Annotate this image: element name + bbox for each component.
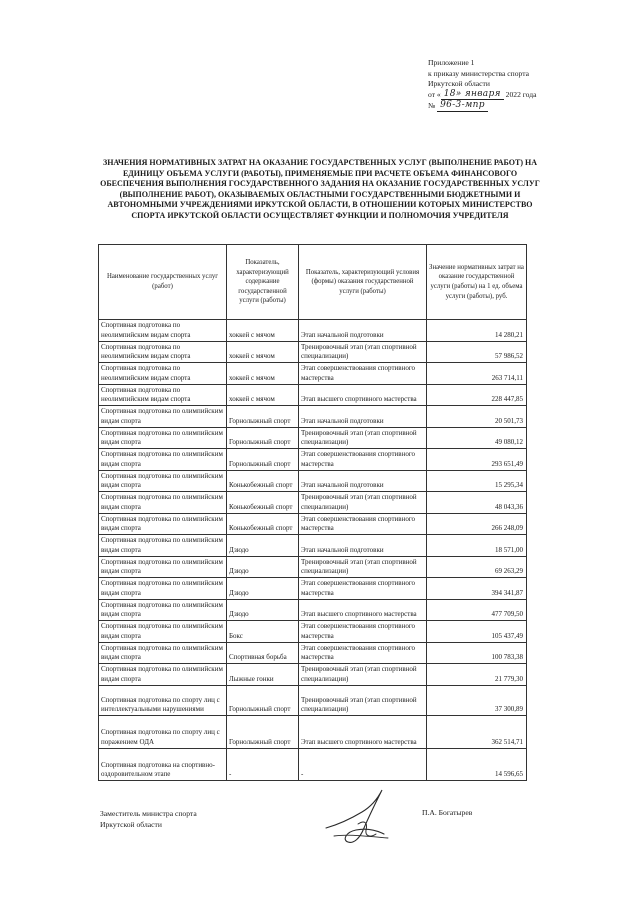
header-condition: Показатель, характеризующий условия (формы) оказания государственной услуги (работы): [299, 245, 427, 320]
cell-service: Спортивная подготовка по олимпийским видам спорта: [99, 513, 227, 535]
cell-content: Горнолыжный спорт: [227, 449, 299, 471]
cell-condition: Этап начальной подготовки: [299, 470, 427, 492]
cell-content: хоккей с мячом: [227, 363, 299, 385]
cell-service: Спортивная подготовка на спортивно-оздоровительном этапе: [99, 748, 227, 781]
cell-content: хоккей с мячом: [227, 384, 299, 406]
cell-value: 228 447,85: [427, 384, 527, 406]
cell-content: Дзюдо: [227, 535, 299, 557]
cell-condition: Этап совершенствования спортивного мастерства: [299, 363, 427, 385]
table-row: [99, 621, 527, 643]
date-year: 2022 года: [505, 89, 537, 99]
cell-service: Спортивная подготовка по олимпийским видам спорта: [99, 406, 227, 428]
table-row: [99, 449, 527, 471]
date-month: » января: [455, 88, 501, 99]
cell-value: 293 651,49: [427, 449, 527, 471]
cell-value: 362 514,71: [427, 716, 527, 749]
signatory-name: П.А. Богатырев: [422, 808, 473, 817]
cell-condition: Тренировочный этап (этап спортивной специализации): [299, 492, 427, 514]
cell-value: 477 709,50: [427, 599, 527, 621]
date-day: 18: [443, 88, 456, 99]
handwritten-signature: [318, 784, 410, 854]
cell-service: Спортивная подготовка по олимпийским видам спорта: [99, 470, 227, 492]
appendix-label: Приложение 1: [428, 58, 475, 67]
handwritten-number: 96-3-мпр: [437, 100, 488, 112]
cell-service: Спортивная подготовка по олимпийским видам спорта: [99, 642, 227, 664]
cell-service: Спортивная подготовка по олимпийским видам спорта: [99, 449, 227, 471]
table-row: [99, 642, 527, 664]
table-row: [99, 599, 527, 621]
norm-cost-table: [98, 244, 527, 781]
signatory-position: [100, 808, 197, 830]
cell-content: Лыжные гонки: [227, 664, 299, 686]
cell-service: Спортивная подготовка по неолимпийским видам спорта: [99, 363, 227, 385]
cell-service: Спортивная подготовка по неолимпийским видам спорта: [99, 320, 227, 342]
table-row: [99, 716, 527, 749]
cell-value: 20 501,73: [427, 406, 527, 428]
cell-value: 57 986,52: [427, 341, 527, 363]
cell-content: Горнолыжный спорт: [227, 427, 299, 449]
header-service: Наименование государственных услуг (работ): [99, 245, 227, 320]
cell-condition: Этап совершенствования спортивного мастерства: [299, 578, 427, 600]
table-row: [99, 513, 527, 535]
table-row: [99, 341, 527, 363]
cell-value: 69 263,29: [427, 556, 527, 578]
appendix-header: [428, 58, 628, 113]
cell-content: хоккей с мячом: [227, 341, 299, 363]
cell-value: 105 437,49: [427, 621, 527, 643]
cell-content: Горнолыжный спорт: [227, 406, 299, 428]
number-prefix: №: [428, 101, 436, 111]
cell-content: Горнолыжный спорт: [227, 685, 299, 716]
cell-value: 100 783,38: [427, 642, 527, 664]
cell-value: 21 779,30: [427, 664, 527, 686]
cell-content: хоккей с мячом: [227, 320, 299, 342]
cell-value: 263 714,11: [427, 363, 527, 385]
cell-value: 14 596,65: [427, 748, 527, 781]
cell-content: Бокс: [227, 621, 299, 643]
cell-condition: Тренировочный этап (этап спортивной специализации): [299, 556, 427, 578]
header-content: Показатель, характеризующий содержание государственной услуги (работы): [227, 245, 299, 320]
cell-condition: Этап совершенствования спортивного мастерства: [299, 449, 427, 471]
appendix-number: [428, 101, 628, 113]
cell-condition: Этап совершенствования спортивного мастерства: [299, 621, 427, 643]
table-row: [99, 748, 527, 781]
table-row: [99, 470, 527, 492]
cell-service: Спортивная подготовка по олимпийским видам спорта: [99, 492, 227, 514]
date-prefix: от «: [428, 89, 441, 99]
table-header-row: [99, 245, 527, 320]
cell-condition: -: [299, 748, 427, 781]
table-row: [99, 578, 527, 600]
table-row: [99, 320, 527, 342]
cell-service: Спортивная подготовка по олимпийским видам спорта: [99, 599, 227, 621]
cell-content: Спортивная борьба: [227, 642, 299, 664]
table-row: [99, 363, 527, 385]
table-row: [99, 535, 527, 557]
table-row: [99, 384, 527, 406]
cell-condition: Тренировочный этап (этап спортивной специализации): [299, 685, 427, 716]
table-row: [99, 492, 527, 514]
cell-service: Спортивная подготовка по спорту лиц с поражением ОДА: [99, 716, 227, 749]
cell-content: Дзюдо: [227, 556, 299, 578]
cell-value: 394 341,87: [427, 578, 527, 600]
cell-service: Спортивная подготовка по спорту лиц с интеллектуальными нарушениями: [99, 685, 227, 716]
cell-content: Дзюдо: [227, 578, 299, 600]
cell-condition: Тренировочный этап (этап спортивной специализации): [299, 341, 427, 363]
cell-value: 18 571,00: [427, 535, 527, 557]
cell-condition: Этап высшего спортивного мастерства: [299, 384, 427, 406]
signatory-position-line2: Иркутской области: [100, 820, 162, 829]
cell-condition: Тренировочный этап (этап спортивной специализации): [299, 664, 427, 686]
cell-content: Конькобежный спорт: [227, 513, 299, 535]
cell-value: 48 043,36: [427, 492, 527, 514]
cell-condition: Этап совершенствования спортивного мастерства: [299, 642, 427, 664]
cell-service: Спортивная подготовка по олимпийским видам спорта: [99, 578, 227, 600]
appendix-region: Иркутской области: [428, 79, 490, 89]
cell-condition: Этап высшего спортивного мастерства: [299, 716, 427, 749]
cell-condition: Этап совершенствования спортивного мастерства: [299, 513, 427, 535]
appendix-order-ref: к приказу министерства спорта: [428, 68, 529, 78]
cell-content: Конькобежный спорт: [227, 492, 299, 514]
cell-content: Горнолыжный спорт: [227, 716, 299, 749]
table-row: [99, 685, 527, 716]
cell-service: Спортивная подготовка по олимпийским видам спорта: [99, 427, 227, 449]
cell-service: Спортивная подготовка по олимпийским видам спорта: [99, 556, 227, 578]
cell-service: Спортивная подготовка по неолимпийским видам спорта: [99, 384, 227, 406]
cell-condition: Этап высшего спортивного мастерства: [299, 599, 427, 621]
cell-service: Спортивная подготовка по неолимпийским видам спорта: [99, 341, 227, 363]
table-row: [99, 664, 527, 686]
cell-content: Конькобежный спорт: [227, 470, 299, 492]
table-row: [99, 556, 527, 578]
cell-condition: Этап начальной подготовки: [299, 535, 427, 557]
cell-value: 14 280,21: [427, 320, 527, 342]
cell-condition: Этап начальной подготовки: [299, 320, 427, 342]
cell-service: Спортивная подготовка по олимпийским видам спорта: [99, 621, 227, 643]
cell-value: 266 248,09: [427, 513, 527, 535]
document-title: ЗНАЧЕНИЯ НОРМАТИВНЫХ ЗАТРАТ НА ОКАЗАНИЕ ГОСУДАРСТВЕННЫХ УСЛУГ (ВЫПОЛНЕНИЕ РАБОТ) НА ЕДИНИЦУ ОБЪЕМА УСЛУГИ (РАБОТЫ), ПРИМЕНЯЕМЫЕ ПРИ РАСЧЕТЕ ОБЪЕМА ФИНАНСОВОГО ОБЕСПЕЧЕНИЯ ВЫПОЛНЕНИЯ ГОСУДАРСТВЕННОГО ЗАДАНИЯ НА ОКАЗАНИЕ ГОСУДАРСТВЕННЫХ УСЛУГ (ВЫПОЛНЕНИЕ РАБОТ), ОКАЗЫВАЕМЫХ ОБЛАСТНЫМИ ГОСУДАРСТВЕННЫМИ БЮДЖЕТНЫМИ И АВТОНОМНЫМИ УЧРЕЖДЕНИЯМИ ИРКУТСКОЙ ОБЛАСТИ, В ОТНОШЕНИИ КОТОРЫХ МИНИСТЕРСТВО СПОРТА ИРКУТСКОЙ ОБЛАСТИ ОСУЩЕСТВЛЯЕТ ФУНКЦИИ И ПОЛНОМОЧИЯ УЧРЕДИТЕЛЯ: [100, 158, 540, 220]
table-row: [99, 406, 527, 428]
cell-condition: Этап начальной подготовки: [299, 406, 427, 428]
cell-content: Дзюдо: [227, 599, 299, 621]
cell-value: 49 080,12: [427, 427, 527, 449]
table-row: [99, 427, 527, 449]
cell-condition: Тренировочный этап (этап спортивной специализации): [299, 427, 427, 449]
cell-content: -: [227, 748, 299, 781]
cell-service: Спортивная подготовка по олимпийским видам спорта: [99, 535, 227, 557]
cell-value: 15 295,34: [427, 470, 527, 492]
cell-service: Спортивная подготовка по олимпийским видам спорта: [99, 664, 227, 686]
signatory-position-line1: Заместитель министра спорта: [100, 809, 197, 818]
handwritten-date: [441, 89, 504, 101]
header-value: Значение нормативных затрат на оказание государственной услуги (работы) на 1 ед. объема услуги (работы), руб.: [427, 245, 527, 320]
cell-value: 37 300,89: [427, 685, 527, 716]
